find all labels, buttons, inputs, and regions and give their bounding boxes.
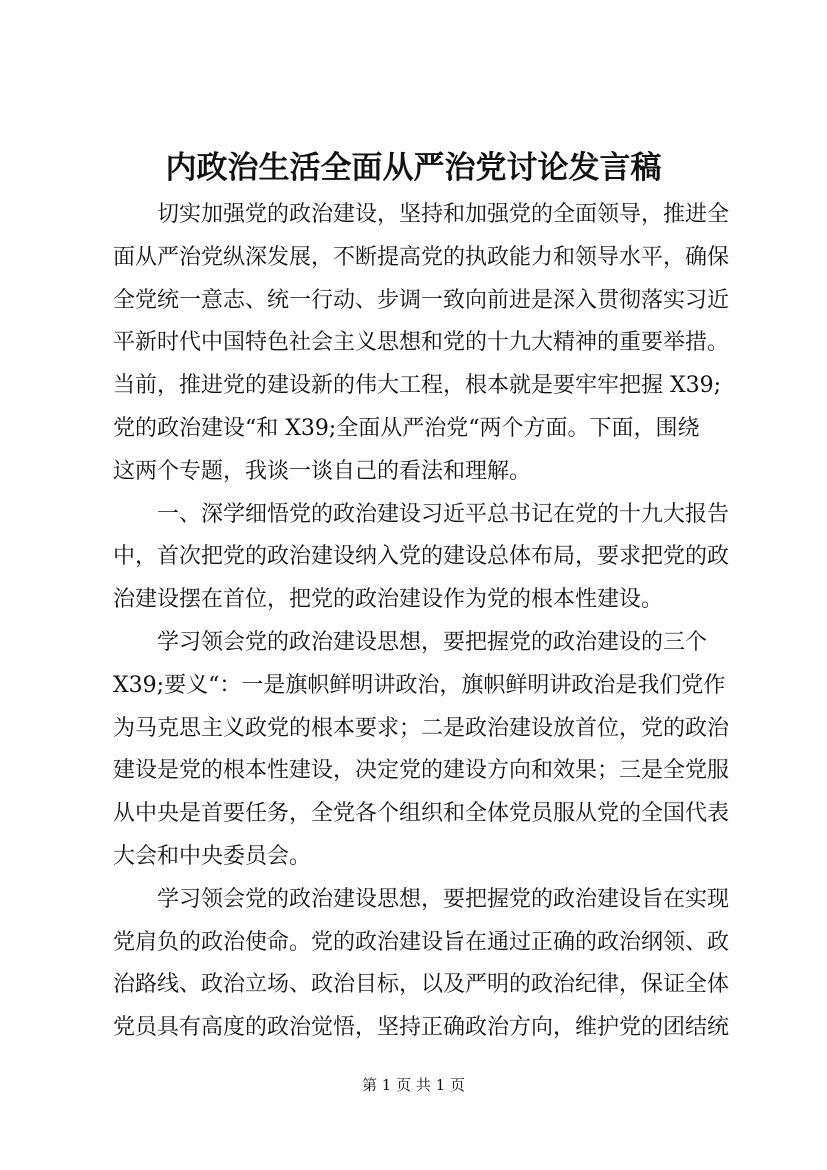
paragraph-line: 中，首次把党的政治建设纳入党的建设总体布局，要求把党的政: [113, 544, 730, 570]
paragraph-line: 学习领会党的政治建设思想，要把握党的政治建设的三个: [157, 629, 708, 655]
paragraph-line: 从中央是首要任务，全党各个组织和全体党员服从党的全国代表: [113, 801, 730, 827]
paragraph-line: 党员具有高度的政治觉悟，坚持正确政治方向，维护党的团结统: [113, 1015, 730, 1041]
paragraph-line: 一、深学细悟党的政治建设习近平总书记在党的十九大报告: [157, 501, 730, 527]
document-body: [113, 194, 733, 1050]
paragraph-line: 党肩负的政治使命。党的政治建设旨在通过正确的政治纲领、政: [113, 929, 730, 955]
document-title: 内政治生活全面从严治党讨论发言稿: [165, 150, 662, 186]
paragraph-line: 面从严治党纵深发展，不断提高党的执政能力和领导水平，确保: [113, 244, 730, 270]
paragraph-line: 切实加强党的政治建设，坚持和加强党的全面领导，推进全: [157, 202, 730, 227]
paragraph-line: X39;要义“：一是旗帜鲜明讲政治，旗帜鲜明讲政治是我们党作: [113, 672, 726, 698]
paragraph-line: 平新时代中国特色社会主义思想和党的十九大精神的重要举措。: [113, 330, 730, 356]
paragraph-line: 大会和中央委员会。: [113, 843, 312, 869]
paragraph-line: 学习领会党的政治建设思想，要把握党的政治建设旨在实现: [157, 886, 730, 912]
paragraph-line: 这两个专题，我谈一谈自己的看法和理解。: [113, 458, 532, 484]
paragraph-line: 治路线、政治立场、政治目标，以及严明的政治纪律，保证全体: [113, 972, 730, 998]
paragraph-line: 全党统一意志、统一行动、步调一致向前进是深入贯彻落实习近: [113, 287, 730, 313]
page-footer: 第 1 页 共 1 页: [362, 1076, 465, 1094]
paragraph-line: 治建设摆在首位，把党的政治建设作为党的根本性建设。: [113, 587, 664, 613]
paragraph-line: 当前，推进党的建设新的伟大工程，根本就是要牢牢把握 X39;: [113, 373, 722, 399]
paragraph-line: 为马克思主义政党的根本要求；二是政治建设放首位，党的政治: [113, 715, 730, 741]
paragraph-line: 党的政治建设“和 X39;全面从严治党“两个方面。下面，围绕: [113, 415, 700, 441]
paragraph-line: 建设是党的根本性建设，决定党的建设方向和效果；三是全党服: [113, 758, 730, 784]
